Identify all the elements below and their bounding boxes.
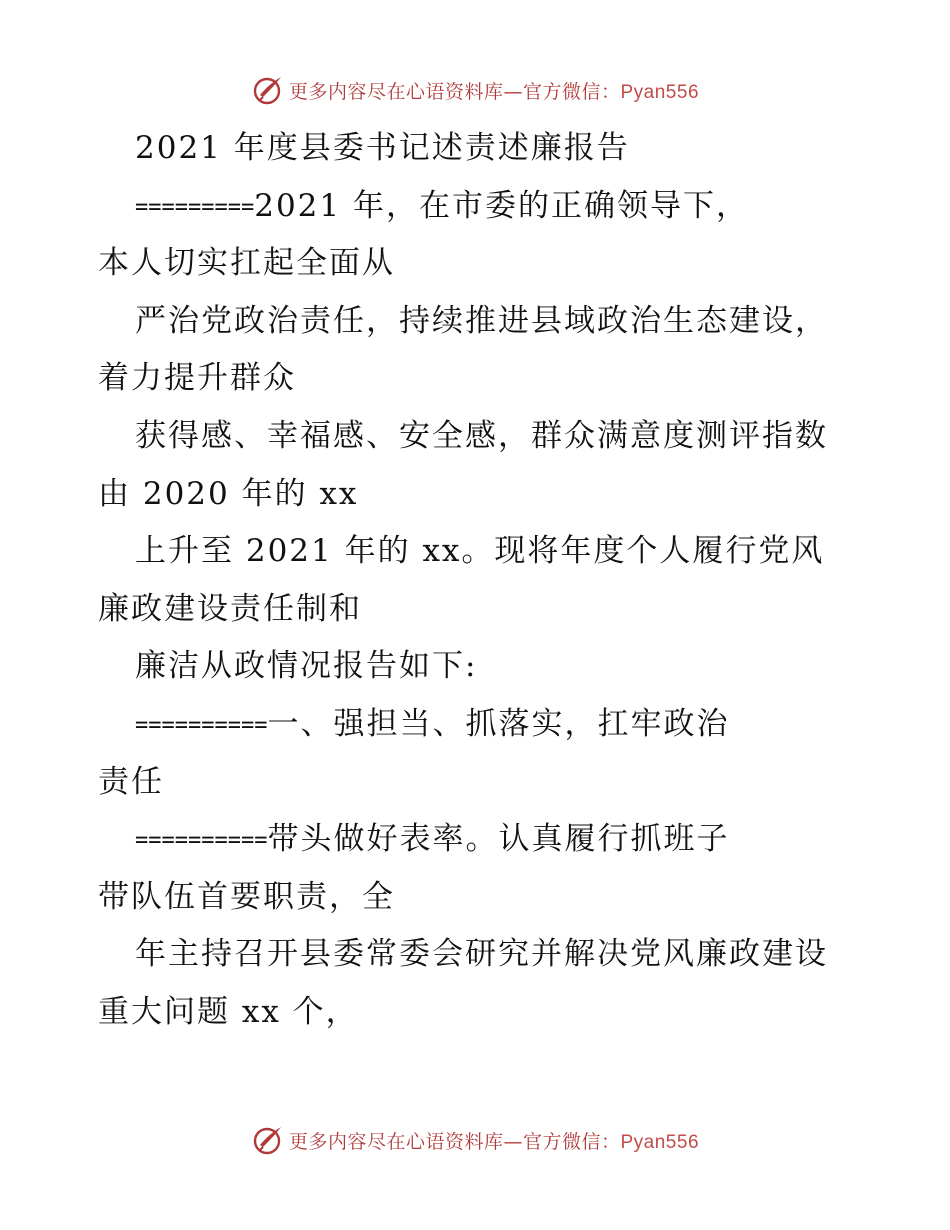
line-text: 上升至 2021 年的 xx。现将年度个人履行党风 xyxy=(135,533,825,570)
footer-handle: Pyan556 xyxy=(620,1131,700,1153)
line-text: 责任 xyxy=(98,763,164,800)
line-text: 严治党政治责任，持续推进县域政治生态建设， xyxy=(135,302,828,339)
footer-banner xyxy=(0,1120,950,1160)
document-line xyxy=(98,293,858,351)
document-line xyxy=(98,754,858,812)
line-text: 着力提升群众 xyxy=(98,360,296,397)
quill-seal-icon xyxy=(251,1123,285,1157)
line-text: 本人切实扛起全面从 xyxy=(98,245,395,282)
document-line xyxy=(98,581,858,639)
header-dash: — xyxy=(503,80,523,103)
line-text: 重大问题 xx 个， xyxy=(98,993,359,1030)
line-text: 2021 年，在市委的正确领导下， xyxy=(254,187,749,224)
line-text: 一、强担当、抓落实，扛牢政治 xyxy=(267,705,730,742)
separator-run: ========== xyxy=(135,828,268,854)
document-line xyxy=(98,984,858,1042)
quill-seal-icon xyxy=(251,73,285,107)
line-text: 由 2020 年的 xx xyxy=(98,475,359,512)
document-line xyxy=(98,926,858,984)
document-line xyxy=(98,811,858,869)
document-line xyxy=(98,696,858,754)
document-line xyxy=(98,869,858,927)
footer-banner-text xyxy=(289,1127,699,1154)
header-banner xyxy=(0,70,950,110)
line-text: 年主持召开县委常委会研究并解决党风廉政建设 xyxy=(135,936,828,973)
line-text: 廉政建设责任制和 xyxy=(98,590,362,627)
header-official-label: 官方微信： xyxy=(522,80,621,103)
line-text: 2021 年度县委书记述责述廉报告 xyxy=(135,130,630,166)
document-line xyxy=(98,178,858,236)
footer-dash: — xyxy=(503,1130,523,1153)
line-text: 带头做好表率。认真履行抓班子 xyxy=(267,821,730,858)
document-body xyxy=(98,120,858,1042)
document-line xyxy=(98,235,858,293)
document-line xyxy=(98,120,858,178)
separator-run: ========= xyxy=(135,194,255,220)
footer-brand-text: 更多内容尽在心语资料库 xyxy=(288,1130,504,1153)
document-line xyxy=(98,523,858,581)
document-line xyxy=(98,638,858,696)
header-banner-text xyxy=(289,77,699,104)
header-handle: Pyan556 xyxy=(620,81,700,103)
separator-run: ========== xyxy=(135,712,268,738)
line-text: 带队伍首要职责，全 xyxy=(98,878,395,915)
line-text: 廉洁从政情况报告如下: xyxy=(135,648,478,685)
document-line xyxy=(98,466,858,524)
footer-official-label: 官方微信： xyxy=(522,1130,621,1153)
document-line xyxy=(98,408,858,466)
header-brand-text: 更多内容尽在心语资料库 xyxy=(288,80,504,103)
document-line xyxy=(98,350,858,408)
line-text: 获得感、幸福感、安全感，群众满意度测评指数 xyxy=(135,417,828,454)
